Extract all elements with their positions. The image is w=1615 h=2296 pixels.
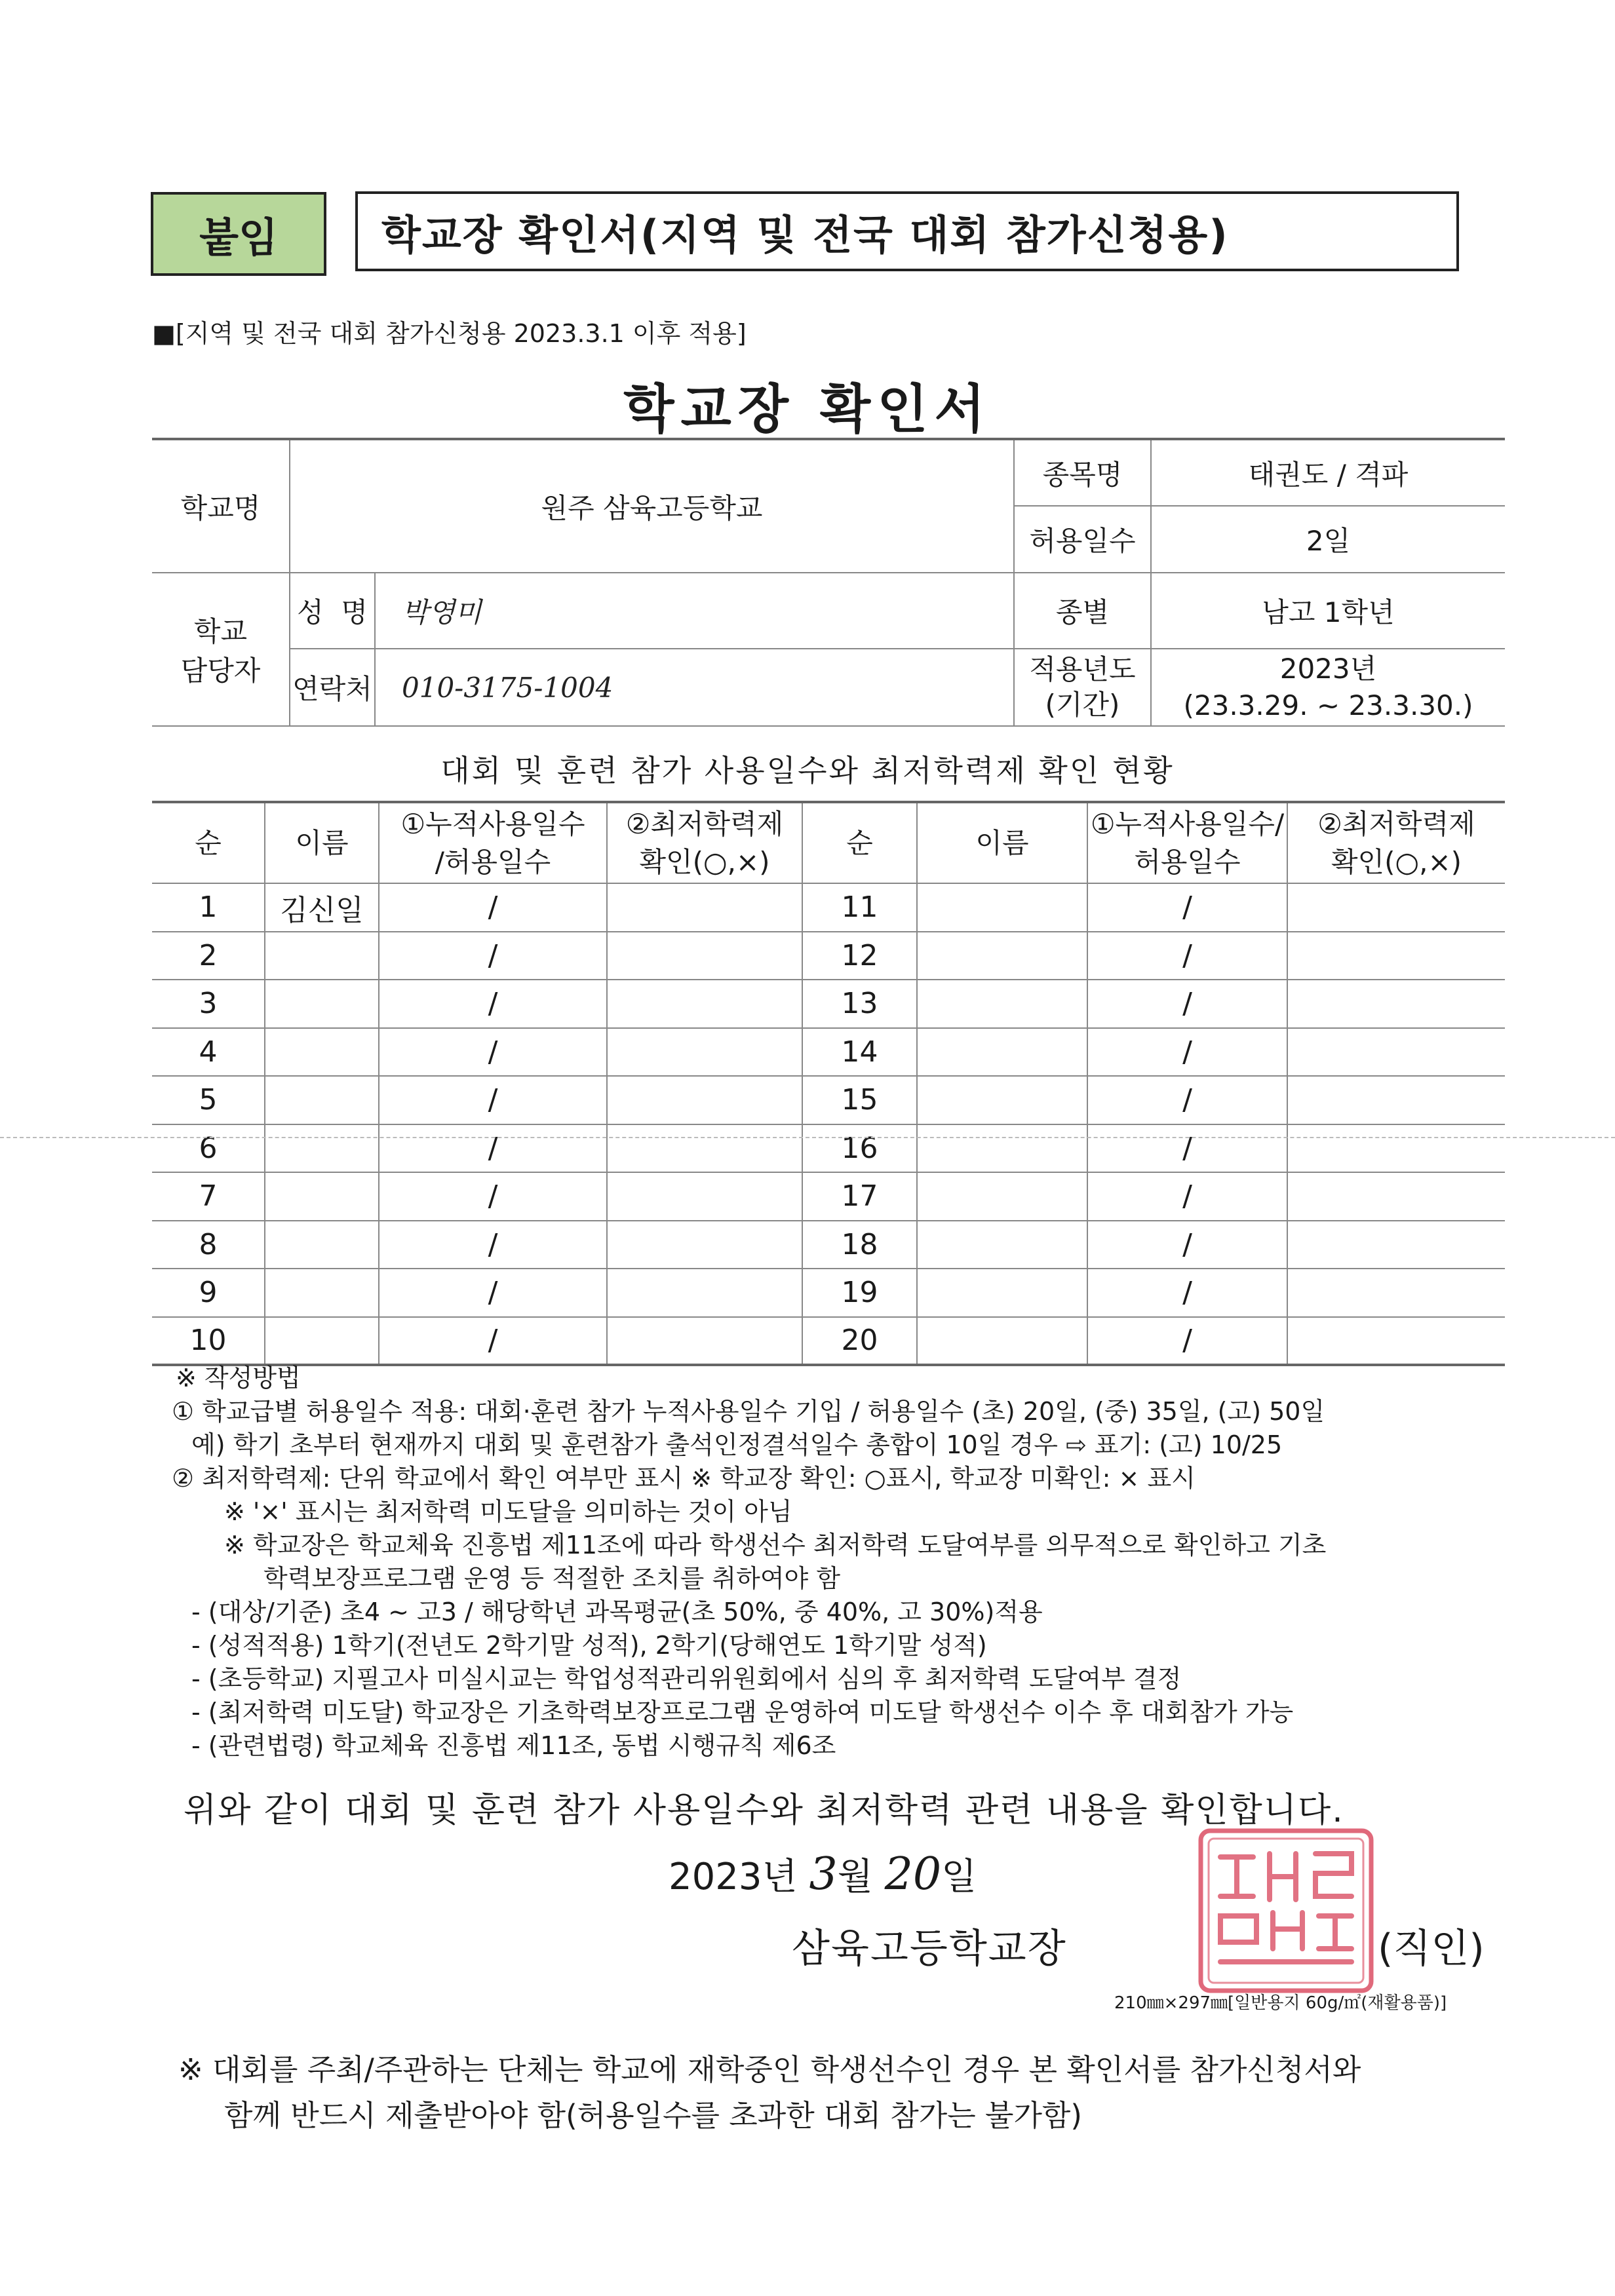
category-value: 남고 1학년 [1151,573,1505,649]
academic-check [607,883,802,932]
seal-graphic [1194,1824,1378,1997]
academic-check [1287,1317,1505,1366]
date-day-handwritten: 20 [884,1848,942,1900]
used-days: / [379,1028,607,1077]
period-label-line1: 적용년도 [1029,653,1136,685]
used-days: / [1087,1124,1287,1173]
student-name [917,1172,1087,1221]
col-no-left: 순 [152,802,265,883]
footnote-line1: ※ 대회를 주최/주관하는 단체는 학교에 재학중인 학생선수인 경우 본 확인서를 참가신청서와 [178,2052,1361,2087]
used-days: / [379,1317,607,1366]
paper-fold-line [0,1137,1615,1139]
academic-check [1287,1076,1505,1124]
row-number: 7 [152,1172,265,1221]
event-value: 태권도 / 격파 [1151,439,1505,506]
student-name [265,1028,379,1077]
academic-check [607,1269,802,1317]
used-days: / [1087,1269,1287,1317]
used-days: / [1087,883,1287,932]
row-number: 3 [152,980,265,1028]
row-number: 5 [152,1076,265,1124]
name-value-handwritten: 박영미 [375,573,1014,649]
row-number: 2 [152,932,265,980]
row-number: 19 [802,1269,917,1317]
student-name [265,1269,379,1317]
student-name [265,1172,379,1221]
academic-check [1287,1221,1505,1269]
student-name [917,1221,1087,1269]
academic-check [607,1317,802,1366]
row-number: 18 [802,1221,917,1269]
used-days: / [379,932,607,980]
row-number: 20 [802,1317,917,1366]
col-check-left [607,802,802,883]
instruction-line: - (성적적용) 1학기(전년도 2학기말 성적), 2학기(당해연도 1학기말 성적) [191,1631,987,1660]
period-range: (23.3.29. ~ 23.3.30.) [1183,689,1473,721]
official-seal-stamp [1194,1824,1378,1997]
staff-label-line1: 학교 [193,615,248,647]
period-label-line2: (기간) [1045,689,1120,721]
row-number: 16 [802,1124,917,1173]
seal-mark-label: (직인) [1378,1926,1485,1972]
roster-row [152,883,1505,932]
academic-check [607,1124,802,1173]
staff-label-line2: 담당자 [180,655,261,687]
roster-row [152,1269,1505,1317]
roster-row [152,1317,1505,1366]
used-days: / [379,1269,607,1317]
used-days: / [1087,1028,1287,1077]
col-days-left-l2: /허용일수 [435,845,551,878]
student-name [265,1124,379,1173]
student-name [917,1076,1087,1124]
used-days: / [379,1076,607,1124]
used-days: / [379,1172,607,1221]
row-number: 13 [802,980,917,1028]
col-days-left [379,802,607,883]
period-label [1014,649,1151,726]
academic-check [1287,1124,1505,1173]
contact-value-handwritten: 010-3175-1004 [375,649,1014,726]
allowed-days-value: 2일 [1151,506,1505,573]
instruction-line: 학력보장프로그램 운영 등 적절한 조치를 취하여야 함 [263,1564,841,1593]
status-subtitle: 대회 및 훈련 참가 사용일수와 최저학력제 확인 현황 [440,753,1175,788]
used-days: / [1087,1221,1287,1269]
used-days: / [1087,1317,1287,1366]
row-number: 14 [802,1028,917,1077]
period-value [1151,649,1505,726]
row-number: 4 [152,1028,265,1077]
confirmation-statement: 위와 같이 대회 및 훈련 참가 사용일수와 최저학력 관련 내용을 확인합니다. [184,1791,1344,1830]
row-number: 1 [152,883,265,932]
instruction-line: - (초등학교) 지필고사 미실시교는 학업성적관리위원회에서 심의 후 최저학력 도달여부 결정 [191,1664,1182,1693]
roster-table [152,801,1505,1366]
submission-footnote [178,2047,1528,2139]
student-name [265,932,379,980]
student-name: 김신일 [265,883,379,932]
instruction-line: - (대상/기준) 초4 ~ 고3 / 해당학년 과목평균(초 50%, 중 40%, 고 30%)적용 [191,1598,1043,1626]
academic-check [607,1076,802,1124]
student-name [917,883,1087,932]
student-name [265,1317,379,1366]
col-days-right-l1: ①누적사용일수/ [1090,807,1285,840]
student-name [265,980,379,1028]
row-number: 8 [152,1221,265,1269]
academic-check [607,1028,802,1077]
roster-row [152,1221,1505,1269]
col-name-right: 이름 [917,802,1087,883]
staff-label [152,573,290,726]
school-value: 원주 삼육고등학교 [290,439,1014,573]
academic-check [1287,980,1505,1028]
roster-row [152,932,1505,980]
used-days: / [379,1124,607,1173]
col-name-left: 이름 [265,802,379,883]
date-day-unit: 일 [941,1856,977,1898]
main-title: 학교장 확인서 [623,379,992,440]
used-days: / [1087,1172,1287,1221]
row-number: 6 [152,1124,265,1173]
roster-row [152,980,1505,1028]
instruction-line: ※ 작성방법 [176,1364,301,1392]
instruction-line: ② 최저학력제: 단위 학교에서 확인 여부만 표시 ※ 학교장 확인: ○표시, 학교장 미확인: × 표시 [172,1464,1196,1493]
used-days: / [1087,932,1287,980]
instruction-line: - (최저학력 미도달) 학교장은 기초학력보장프로그램 운영하여 미도달 학생선수 이수 후 대회참가 가능 [191,1698,1294,1727]
academic-check [607,1172,802,1221]
info-table [152,438,1505,727]
student-name [917,1317,1087,1366]
date-month-handwritten: 3 [809,1848,838,1900]
date-year: 2023년 [669,1856,798,1898]
row-number: 15 [802,1076,917,1124]
student-name [917,980,1087,1028]
col-check-right-l1: ②최저학력제 [1317,807,1475,840]
school-label: 학교명 [152,439,290,573]
instruction-line: ※ '×' 표시는 최저학력 미도달을 의미하는 것이 아님 [224,1497,792,1526]
academic-check [1287,1269,1505,1317]
name-label: 성 명 [290,573,375,649]
period-year: 2023년 [1279,653,1377,685]
document-heading: 학교장 확인서(지역 및 전국 대회 참가신청용) [355,191,1459,271]
student-name [917,1028,1087,1077]
academic-check [607,980,802,1028]
roster-row [152,1028,1505,1077]
academic-check [1287,1172,1505,1221]
col-days-right-l2: 허용일수 [1134,845,1241,878]
instruction-line: ① 학교급별 허용일수 적용: 대회·훈련 참가 누적사용일수 기입 / 허용일수 (초) 20일, (중) 35일, (고) 50일 [172,1397,1325,1426]
used-days: / [379,883,607,932]
row-number: 11 [802,883,917,932]
category-label: 종별 [1014,573,1151,649]
instruction-line: - (관련법령) 학교체육 진흥법 제11조, 동법 시행규칙 제6조 [191,1731,836,1760]
footnote-line2: 함께 반드시 제출받아야 함(허용일수를 초과한 대회 참가는 불가함) [224,2098,1082,2133]
col-check-right-l2: 확인(○,×) [1331,845,1462,878]
col-days-left-l1: ①누적사용일수 [400,807,585,840]
academic-check [1287,883,1505,932]
col-check-right [1287,802,1505,883]
roster-row [152,1124,1505,1173]
signing-date [669,1848,977,1900]
student-name [917,1124,1087,1173]
academic-check [1287,932,1505,980]
academic-check [607,932,802,980]
contact-label: 연락처 [290,649,375,726]
student-name [917,1269,1087,1317]
writing-instructions [152,1362,1515,1763]
academic-check [1287,1028,1505,1077]
used-days: / [379,980,607,1028]
allowed-days-label: 허용일수 [1014,506,1151,573]
student-name [917,932,1087,980]
applies-note: ■[지역 및 전국 대회 참가신청용 2023.3.1 이후 적용] [152,319,747,348]
paper-spec: 210㎜×297㎜[일반용지 60g/㎡(재활용품)] [1114,1993,1447,2013]
event-label: 종목명 [1014,439,1151,506]
row-number: 10 [152,1317,265,1366]
row-number: 12 [802,932,917,980]
roster-row [152,1172,1505,1221]
instruction-line: ※ 학교장은 학교체육 진흥법 제11조에 따라 학생선수 최저학력 도달여부를 의무적으로 확인하고 기초 [224,1531,1327,1559]
instruction-line: 예) 학기 초부터 현재까지 대회 및 훈련참가 출석인정결석일수 총합이 10일 경우 ⇨ 표기: (고) 10/25 [191,1430,1283,1459]
col-check-left-l1: ②최저학력제 [625,807,784,840]
attachment-badge: 붙임 [151,192,326,276]
roster-row [152,1076,1505,1124]
used-days: / [1087,1076,1287,1124]
student-name [265,1076,379,1124]
used-days: / [379,1221,607,1269]
row-number: 17 [802,1172,917,1221]
row-number: 9 [152,1269,265,1317]
academic-check [607,1221,802,1269]
col-check-left-l2: 확인(○,×) [639,845,770,878]
date-month-unit: 월 [837,1856,873,1898]
col-no-right: 순 [802,802,917,883]
student-name [265,1221,379,1269]
principal-title: 삼육고등학교장 [792,1926,1067,1972]
used-days: / [1087,980,1287,1028]
col-days-right [1087,802,1287,883]
